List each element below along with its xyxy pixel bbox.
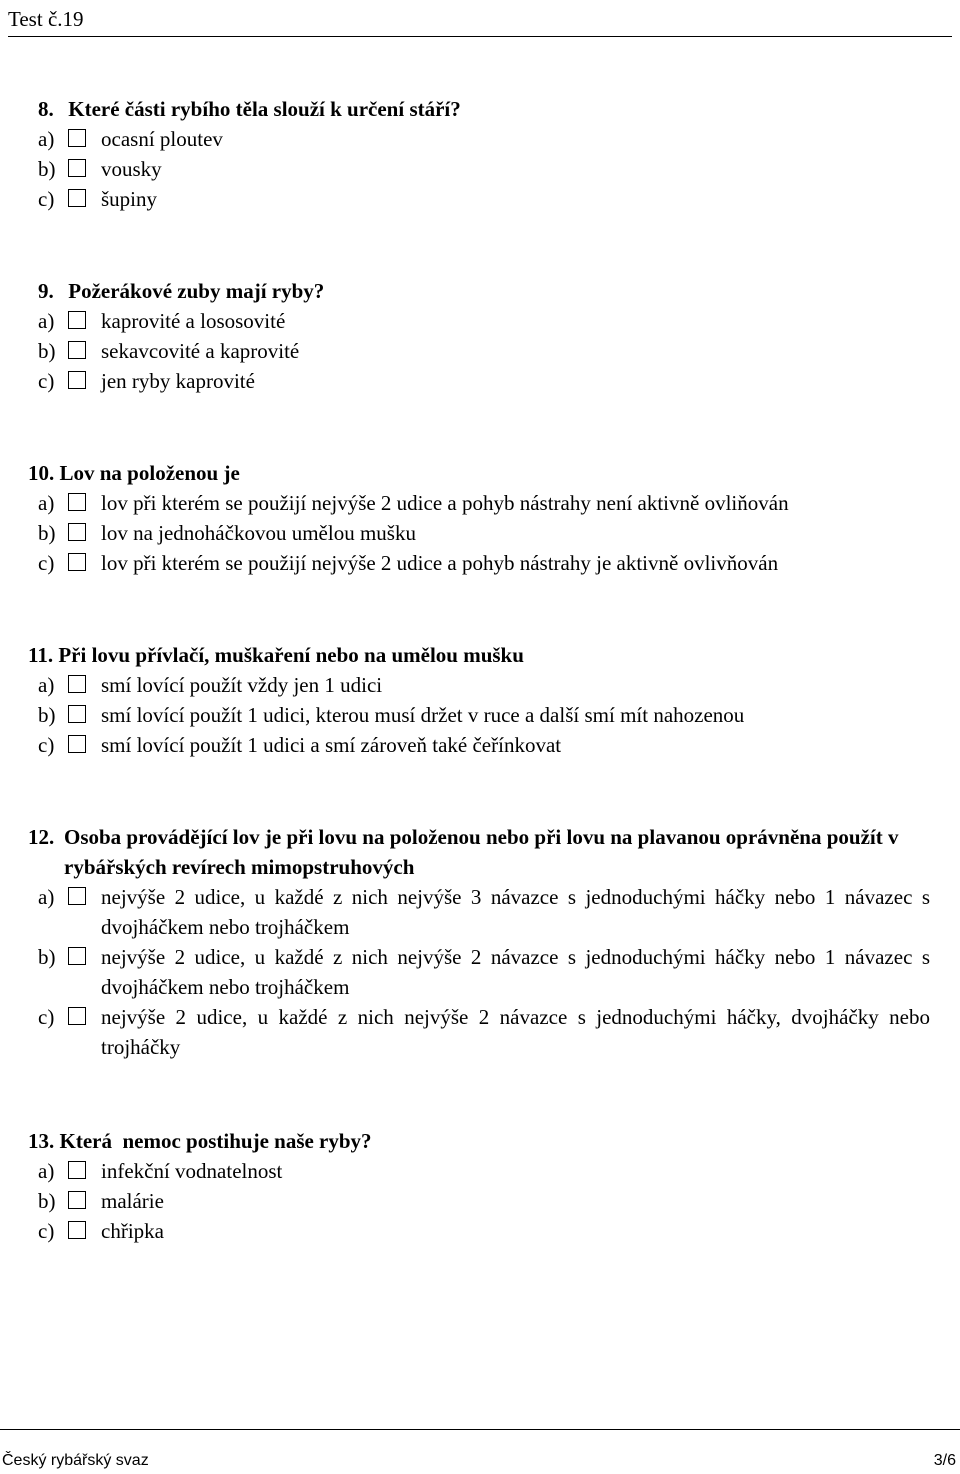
answer-checkbox[interactable]: [68, 735, 86, 753]
option-c[interactable]: c) jen ryby kaprovité: [38, 369, 255, 393]
page-header: [8, 4, 952, 37]
option-b[interactable]: b) smí lovící použít 1 udici, kterou musí držet v ruce a další smí mít nahozenou: [38, 703, 745, 727]
option-b[interactable]: b) vousky: [38, 157, 162, 181]
option-b[interactable]: b) sekavcovité a kaprovité: [38, 339, 300, 363]
footer-organization: Český rybářský svaz: [2, 1452, 149, 1469]
answer-checkbox[interactable]: [68, 1007, 86, 1025]
question-9: [38, 276, 930, 396]
answer-checkbox[interactable]: [68, 1221, 86, 1239]
option-a[interactable]: a) lov při kterém se použijí nejvýše 2 udice a pohyb nástrahy není aktivně ovliňován: [38, 491, 789, 515]
question-title: 8. Které části rybího těla slouží k určení stáří?: [38, 97, 461, 121]
question-title: 12. Osoba provádějící lov je při lovu na položenou nebo při lovu na plavanou oprávněna použít v rybářských revírech mimopstruhových: [28, 825, 899, 879]
option-c[interactable]: c) smí lovící použít 1 udici a smí zároveň také čeřínkovat: [38, 733, 562, 757]
answer-checkbox[interactable]: [68, 675, 86, 693]
page-number: 3/6: [933, 1452, 956, 1469]
answer-checkbox[interactable]: [68, 705, 86, 723]
question-title: 11. Při lovu přívlačí, muškaření nebo na umělou mušku: [28, 643, 524, 667]
option-a[interactable]: a) ocasní ploutev: [38, 127, 223, 151]
answer-checkbox[interactable]: [68, 947, 86, 965]
answer-checkbox[interactable]: [68, 311, 86, 329]
answer-checkbox[interactable]: [68, 887, 86, 905]
option-c[interactable]: c) lov při kterém se použijí nejvýše 2 udice a pohyb nástrahy je aktivně ovlivňován: [38, 551, 779, 575]
answer-checkbox[interactable]: [68, 129, 86, 147]
answer-checkbox[interactable]: [68, 1161, 86, 1179]
answer-checkbox[interactable]: [68, 523, 86, 541]
answer-checkbox[interactable]: [68, 493, 86, 511]
option-b[interactable]: b) nejvýše 2 udice, u každé z nich nejvýše 2 návazce s jednoduchými háčky nebo 1 návazec s dvojháčkem nebo trojháčkem: [38, 945, 930, 999]
answer-checkbox[interactable]: [68, 1191, 86, 1209]
question-title: 9. Požerákové zuby mají ryby?: [38, 279, 325, 303]
question-12: [28, 822, 930, 1062]
answer-checkbox[interactable]: [68, 341, 86, 359]
option-a[interactable]: a) smí lovící použít vždy jen 1 udici: [38, 673, 383, 697]
option-a[interactable]: a) infekční vodnatelnost: [38, 1159, 283, 1183]
option-c[interactable]: c) nejvýše 2 udice, u každé z nich nejvýše 2 návazce s jednoduchými háčky, dvojháčky nebo trojháčky: [38, 1005, 930, 1059]
option-a[interactable]: a) kaprovité a lososovité: [38, 309, 286, 333]
answer-checkbox[interactable]: [68, 553, 86, 571]
question-10: [28, 458, 930, 578]
answer-checkbox[interactable]: [68, 189, 86, 207]
page-footer: [0, 1429, 960, 1469]
answer-checkbox[interactable]: [68, 371, 86, 389]
option-c[interactable]: c) chřipka: [38, 1219, 164, 1243]
option-b[interactable]: b) malárie: [38, 1189, 164, 1213]
question-title: 10. Lov na položenou je: [28, 461, 240, 485]
option-b[interactable]: b) lov na jednoháčkovou umělou mušku: [38, 521, 416, 545]
answer-checkbox[interactable]: [68, 159, 86, 177]
question-13: [28, 1126, 930, 1246]
question-8: [38, 94, 930, 214]
question-11: [28, 640, 930, 760]
option-a[interactable]: a) nejvýše 2 udice, u každé z nich nejvýše 3 návazce s jednoduchými háčky nebo 1 návazec s dvojháčkem nebo trojháčkem: [38, 885, 930, 939]
option-c[interactable]: c) šupiny: [38, 187, 158, 211]
test-title: Test č.19: [8, 7, 84, 31]
question-title: 13. Která nemoc postihuje naše ryby?: [28, 1129, 372, 1153]
